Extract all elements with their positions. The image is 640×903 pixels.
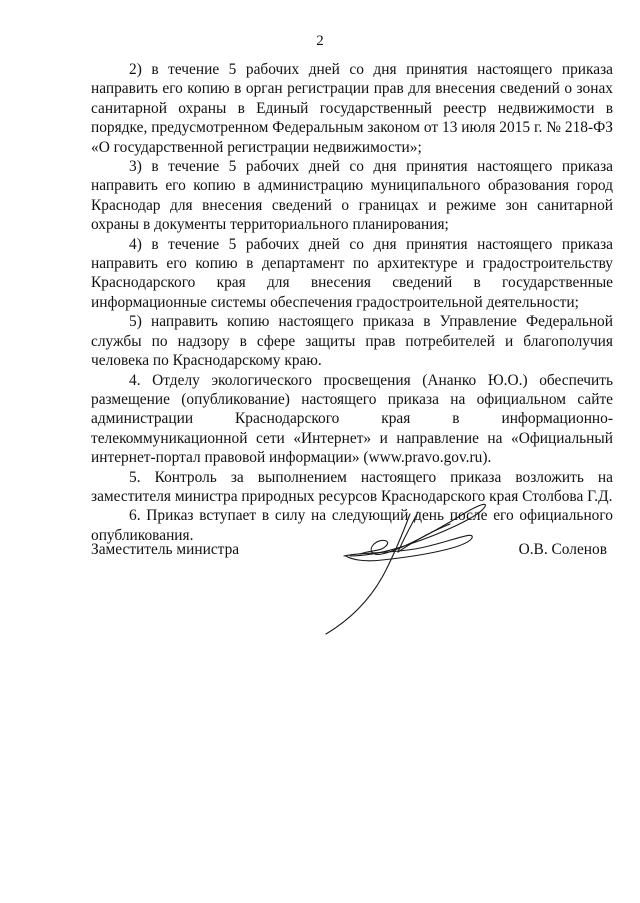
paragraph-4: 4) в течение 5 рабочих дней со дня принятия настоящего приказа направить его копию в департамент по архитектуре и градостроительству Краснодарского края для внесения сведений в государственные информационные системы обеспечения градостроительной деятельности;: [91, 235, 613, 311]
document-body: [91, 60, 613, 545]
clause-5: 5. Контроль за выполнением настоящего приказа возложить на заместителя министра природных ресурсов Краснодарского края Столбова Г.Д.: [91, 468, 613, 505]
clause-4: 4. Отделу экологического просвещения (Ананко Ю.О.) обеспечить размещение (опубликование) настоящего приказа на официальном сайте администрации Краснодарского края в информационно-телекоммуникационной сети «Интернет» и направление на «Официальный интернет-портал правовой информации» (www.pravo.gov.ru).: [91, 371, 613, 467]
signatory-name: О.В. Соленов: [518, 541, 607, 558]
paragraph-3: 3) в течение 5 рабочих дней со дня принятия настоящего приказа направить его копию в администрацию муниципального образования город Краснодар для внесения сведений о границах и режиме зон санитарной охраны в документы территориального планирования;: [91, 158, 613, 234]
paragraph-5: 5) направить копию настоящего приказа в Управление Федеральной службы по надзору в сфере защиты прав потребителей и благополучия человека по Краснодарскому краю.: [91, 313, 613, 370]
signatory-position: Заместитель министра: [91, 541, 240, 558]
clause-6: 6. Приказ вступает в силу на следующий день после его официального опубликования.: [91, 507, 613, 544]
paragraph-2: 2) в течение 5 рабочих дней со дня принятия настоящего приказа направить его копию в орган регистрации прав для внесения сведений о зонах санитарной охраны в Единый государственный реестр недвижимости в порядке, предусмотренном Федеральным законом от 13 июля 2015 г. № 218-ФЗ «О государственной регистрации недвижимости»;: [91, 61, 613, 156]
page-number: 2: [316, 33, 324, 49]
handwritten-signature: [300, 494, 500, 636]
